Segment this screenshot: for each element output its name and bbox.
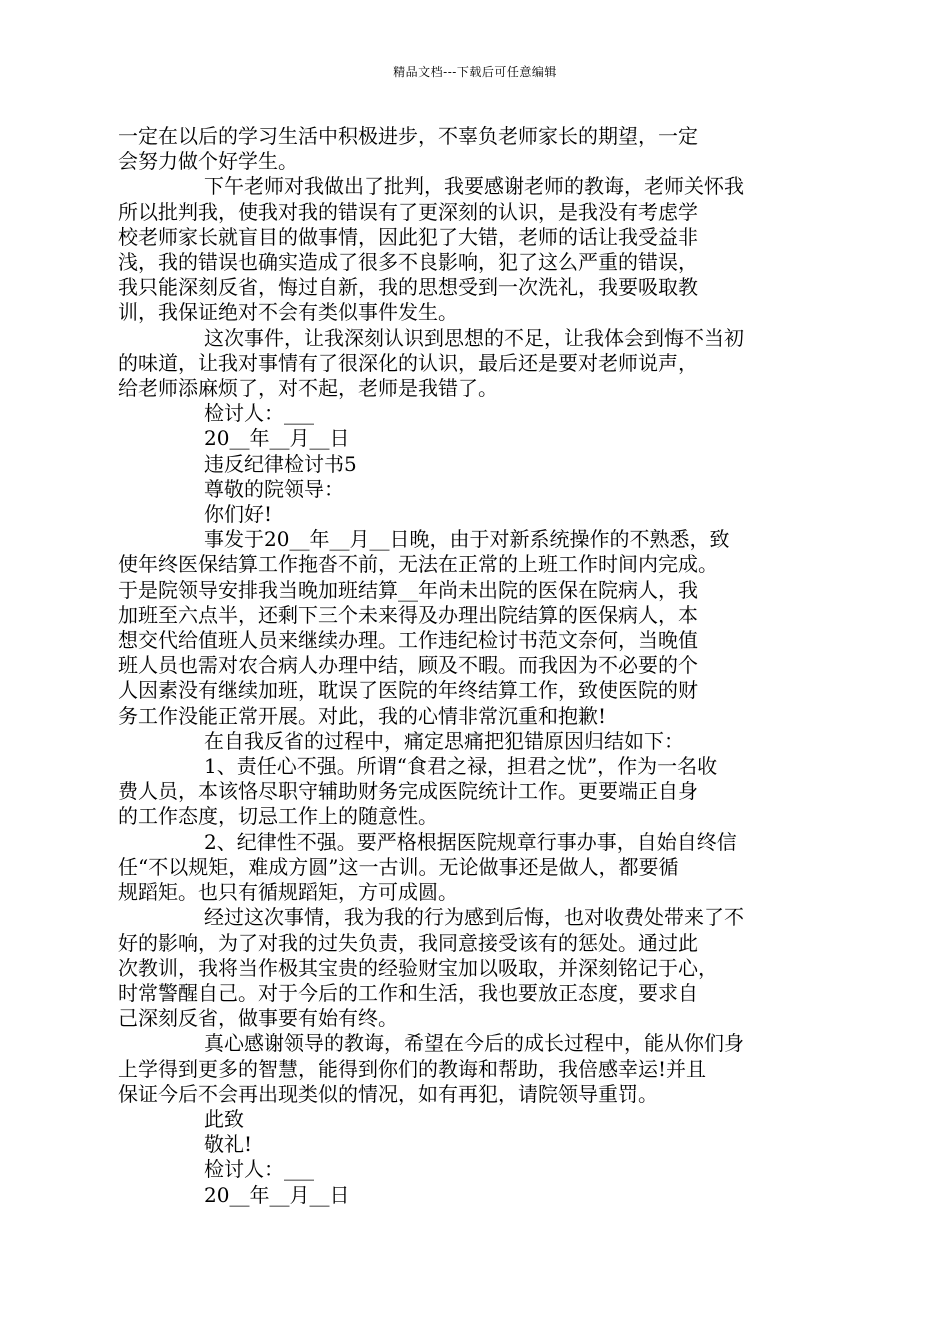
text-line: 加班至六点半，还剩下三个未来得及办理出院结算的医保病人，本 — [118, 602, 698, 627]
text-line: 我只能深刻反省，悔过自新，我的思想受到一次洗礼，我要吸取教 — [118, 275, 698, 300]
text-line: 校老师家长就盲目的做事情，因此犯了大错，老师的话让我受益非 — [118, 224, 698, 249]
text-line: 浅，我的错误也确实造成了很多不良影响，犯了这么严重的错误， — [118, 250, 698, 275]
text-line: 己深刻反省，做事要有始有终。 — [118, 1006, 398, 1031]
text-line: 下午老师对我做出了批判，我要感谢老师的教诲，老师关怀我 — [204, 174, 744, 199]
text-line: 20__年__月__日 — [204, 1182, 350, 1207]
text-line: 会努力做个好学生。 — [118, 149, 298, 174]
text-line: 的工作态度，切忌工作上的随意性。 — [118, 804, 438, 829]
text-line: 20__年__月__日 — [204, 426, 350, 451]
text-line: 给老师添麻烦了，对不起，老师是我错了。 — [118, 376, 498, 401]
text-line: 班人员也需对农合病人办理中结，顾及不暇。而我因为不必要的个 — [118, 653, 698, 678]
text-line: 敬礼! — [204, 1132, 253, 1157]
document-body — [118, 124, 808, 1208]
text-line: 检讨人：___ — [204, 1157, 314, 1182]
page-header: 精品文档---下载后可任意编辑 — [393, 65, 557, 79]
text-line: 1、责任心不强。所谓“食君之禄，担君之忧”，作为一名收 — [204, 754, 718, 779]
text-line: 这次事件，让我深刻认识到思想的不足，让我体会到悔不当初 — [204, 325, 744, 350]
text-line: 真心感谢领导的教诲，希望在今后的成长过程中，能从你们身 — [204, 1031, 744, 1056]
text-line: 保证今后不会再出现类似的情况，如有再犯，请院领导重罚。 — [118, 1081, 658, 1106]
text-line: 违反纪律检讨书5 — [204, 451, 357, 476]
text-line: 一定在以后的学习生活中积极进步，不辜负老师家长的期望，一定 — [118, 124, 698, 148]
text-line: 训，我保证绝对不会有类似事件发生。 — [118, 300, 458, 325]
text-line: 好的影响，为了对我的过失负责，我同意接受该有的惩处。通过此 — [118, 930, 698, 955]
text-line: 所以批判我，使我对我的错误有了更深刻的认识，是我没有考虑学 — [118, 199, 698, 224]
text-line: 上学得到更多的智慧，能得到你们的教诲和帮助，我倍感幸运!并且 — [118, 1056, 707, 1081]
text-line: 费人员，本该恪尽职守辅助财务完成医院统计工作。更要端正自身 — [118, 779, 698, 804]
text-line: 想交代给值班人员来继续办理。工作违纪检讨书范文奈何，当晚值 — [118, 628, 698, 653]
text-line: 任“不以规矩，难成方圆”这一古训。无论做事还是做人，都要循 — [118, 854, 679, 879]
text-line: 使年终医保结算工作拖沓不前，无法在正常的上班工作时间内完成。 — [118, 552, 718, 577]
text-line: 规蹈矩。也只有循规蹈矩，方可成圆。 — [118, 880, 458, 905]
text-line: 检讨人：___ — [204, 401, 314, 426]
text-line: 事发于20__年__月__日晚，由于对新系统操作的不熟悉，致 — [204, 527, 730, 552]
text-line: 的味道，让我对事情有了很深化的认识，最后还是要对老师说声， — [118, 350, 698, 375]
text-line: 此致 — [204, 1106, 244, 1131]
text-line: 在自我反省的过程中，痛定思痛把犯错原因归结如下： — [204, 728, 684, 753]
text-line: 人因素没有继续加班，耽误了医院的年终结算工作，致使医院的财 — [118, 678, 698, 703]
text-line: 时常警醒自己。对于今后的工作和生活，我也要放正态度，要求自 — [118, 980, 698, 1005]
text-line: 经过这次事情，我为我的行为感到后悔，也对收费处带来了不 — [204, 905, 744, 930]
text-line: 2、纪律性不强。要严格根据医院规章行事办事，自始自终信 — [204, 829, 737, 854]
text-line: 务工作没能正常开展。对此，我的心情非常沉重和抱歉! — [118, 703, 607, 728]
text-line: 于是院领导安排我当晚加班结算__年尚未出院的医保在院病人，我 — [118, 577, 698, 602]
text-line: 你们好! — [204, 502, 273, 527]
text-line: 尊敬的院领导： — [204, 476, 344, 501]
text-line: 次教训，我将当作极其宝贵的经验财宝加以吸取，并深刻铭记于心， — [118, 955, 718, 980]
